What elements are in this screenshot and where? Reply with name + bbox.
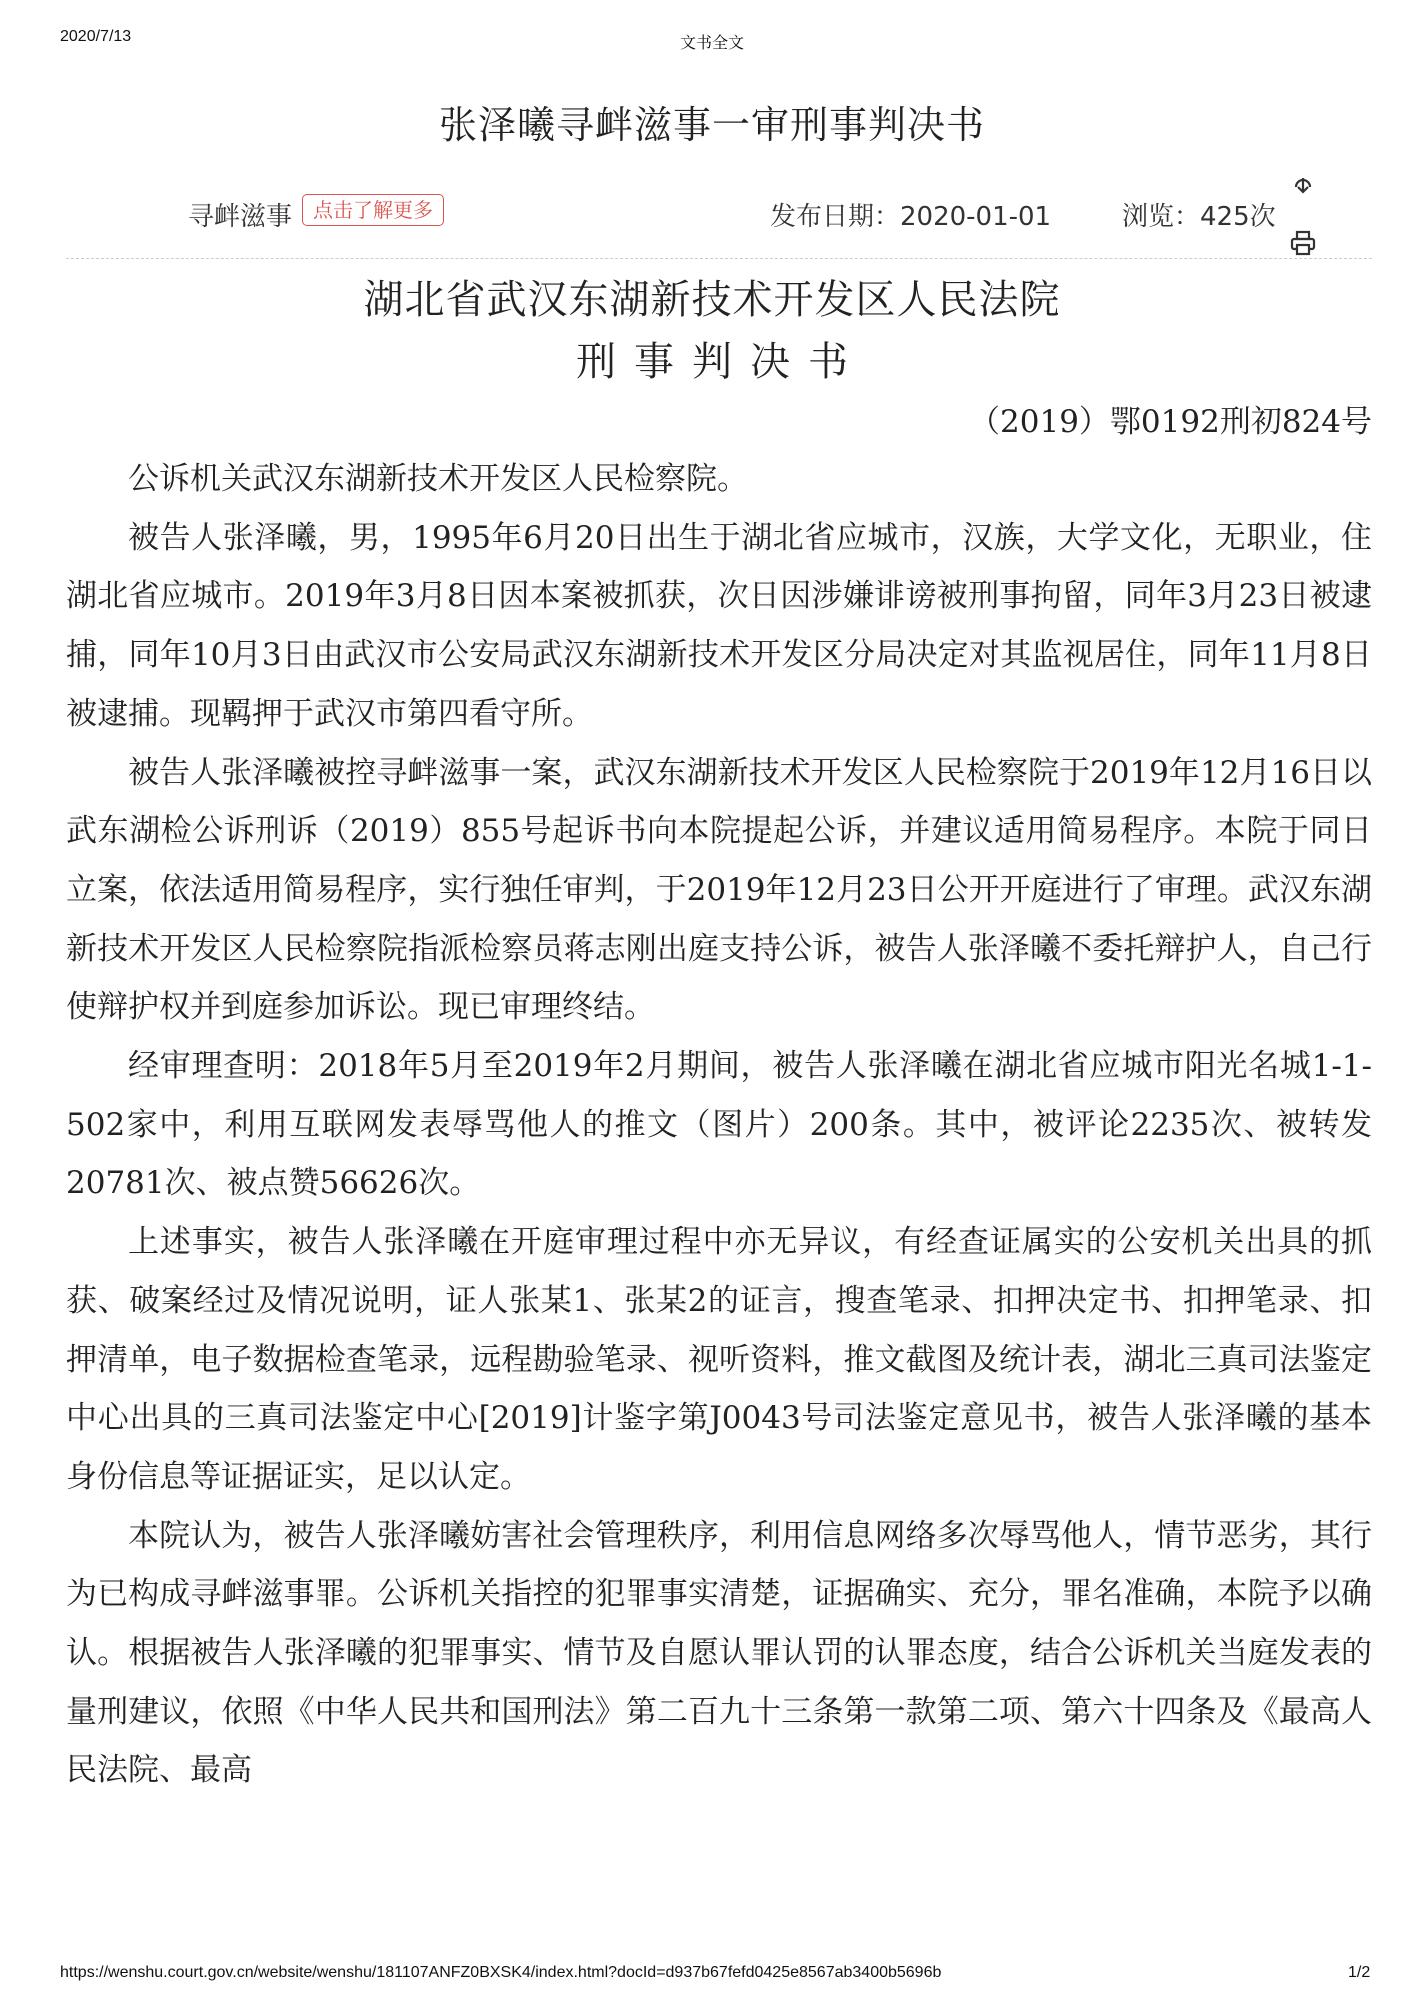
document-title: 张泽曦寻衅滋事一审刑事判决书 xyxy=(438,103,985,147)
view-count: 浏览：425次 xyxy=(1122,202,1276,232)
page-url: https://wenshu.court.gov.cn/website/wenshu/181107ANFZ0BXSK4/index.html?docId=d937b67fefd0425e8567ab3400b5696b xyxy=(60,1964,942,1981)
paragraph-defendant: 被告人张泽曦，男，1995年6月20日出生于湖北省应城市，汉族，大学文化，无职业，住湖北省应城市。2019年3月8日因本案被抓获，次日因涉嫌诽谤被刑事拘留，同年3月23日被逮捕，同年10月3日由武汉市公安局武汉东湖新技术开发区分局决定对其监视居住，同年11月8日被逮捕。现羁押于武汉市第四看守所。 xyxy=(66,519,1372,732)
print-date: 2020/7/13 xyxy=(60,28,132,45)
page-number: 1/2 xyxy=(1348,1964,1371,1981)
paragraph-evidence: 上述事实，被告人张泽曦在开庭审理过程中亦无异议，有经查证属实的公安机关出具的抓获、破案经过及情况说明，证人张某1、张某2的证言，搜查笔录、扣押决定书、扣押笔录、扣押清单，电子数据检查笔录，远程勘验笔录、视听资料，推文截图及统计表，湖北三真司法鉴定中心出具的三真司法鉴定中心[2019]计鉴字第J0043号司法鉴定意见书，被告人张泽曦的基本身份信息等证据证实，足以认定。 xyxy=(66,1224,1372,1495)
judgment-body xyxy=(66,450,1372,1800)
document-type: 刑事判决书 xyxy=(576,339,866,385)
paragraph-procedure: 被告人张泽曦被控寻衅滋事一案，武汉东湖新技术开发区人民检察院于2019年12月16日以武东湖检公诉刑诉（2019）855号起诉书向本院提起公诉，并建议适用简易程序。本院于同日立案，依法适用简易程序，实行独任审判，于2019年12月23日公开开庭进行了审理。武汉东湖新技术开发区人民检察院指派检察员蒋志刚出庭支持公诉，被告人张泽曦不委托辩护人，自己行使辩护权并到庭参加诉讼。现已审理终结。 xyxy=(66,754,1372,1026)
paragraph-prosecutor: 公诉机关武汉东湖新技术开发区人民检察院。 xyxy=(128,461,748,497)
learn-more-link[interactable]: 点击了解更多 xyxy=(302,194,444,226)
header-divider xyxy=(66,258,1372,259)
download-icon[interactable] xyxy=(1288,168,1318,198)
print-icon[interactable] xyxy=(1288,228,1318,258)
print-header-title: 文书全文 xyxy=(679,35,744,52)
case-cause: 寻衅滋事 xyxy=(188,202,293,232)
paragraph-facts: 经审理查明：2018年5月至2019年2月期间，被告人张泽曦在湖北省应城市阳光名城1-1-502家中，利用互联网发表辱骂他人的推文（图片）200条。其中，被评论2235次、被转发20781次、被点赞56626次。 xyxy=(66,1048,1372,1202)
publish-date: 发布日期：2020-01-01 xyxy=(770,202,1052,232)
paragraph-opinion: 本院认为，被告人张泽曦妨害社会管理秩序，利用信息网络多次辱骂他人，情节恶劣，其行为已构成寻衅滋事罪。公诉机关指控的犯罪事实清楚，证据确实、充分，罪名准确，本院予以确认。根据被告人张泽曦的犯罪事实、情节及自愿认罪认罚的认罪态度，结合公诉机关当庭发表的量刑建议，依照《中华人民共和国刑法》第二百九十三条第一款第二项、第六十四条及《最高人民法院、最高 xyxy=(66,1517,1372,1789)
court-name: 湖北省武汉东湖新技术开发区人民法院 xyxy=(363,277,1061,323)
case-number: （2019）鄂0192刑初824号 xyxy=(969,404,1372,440)
